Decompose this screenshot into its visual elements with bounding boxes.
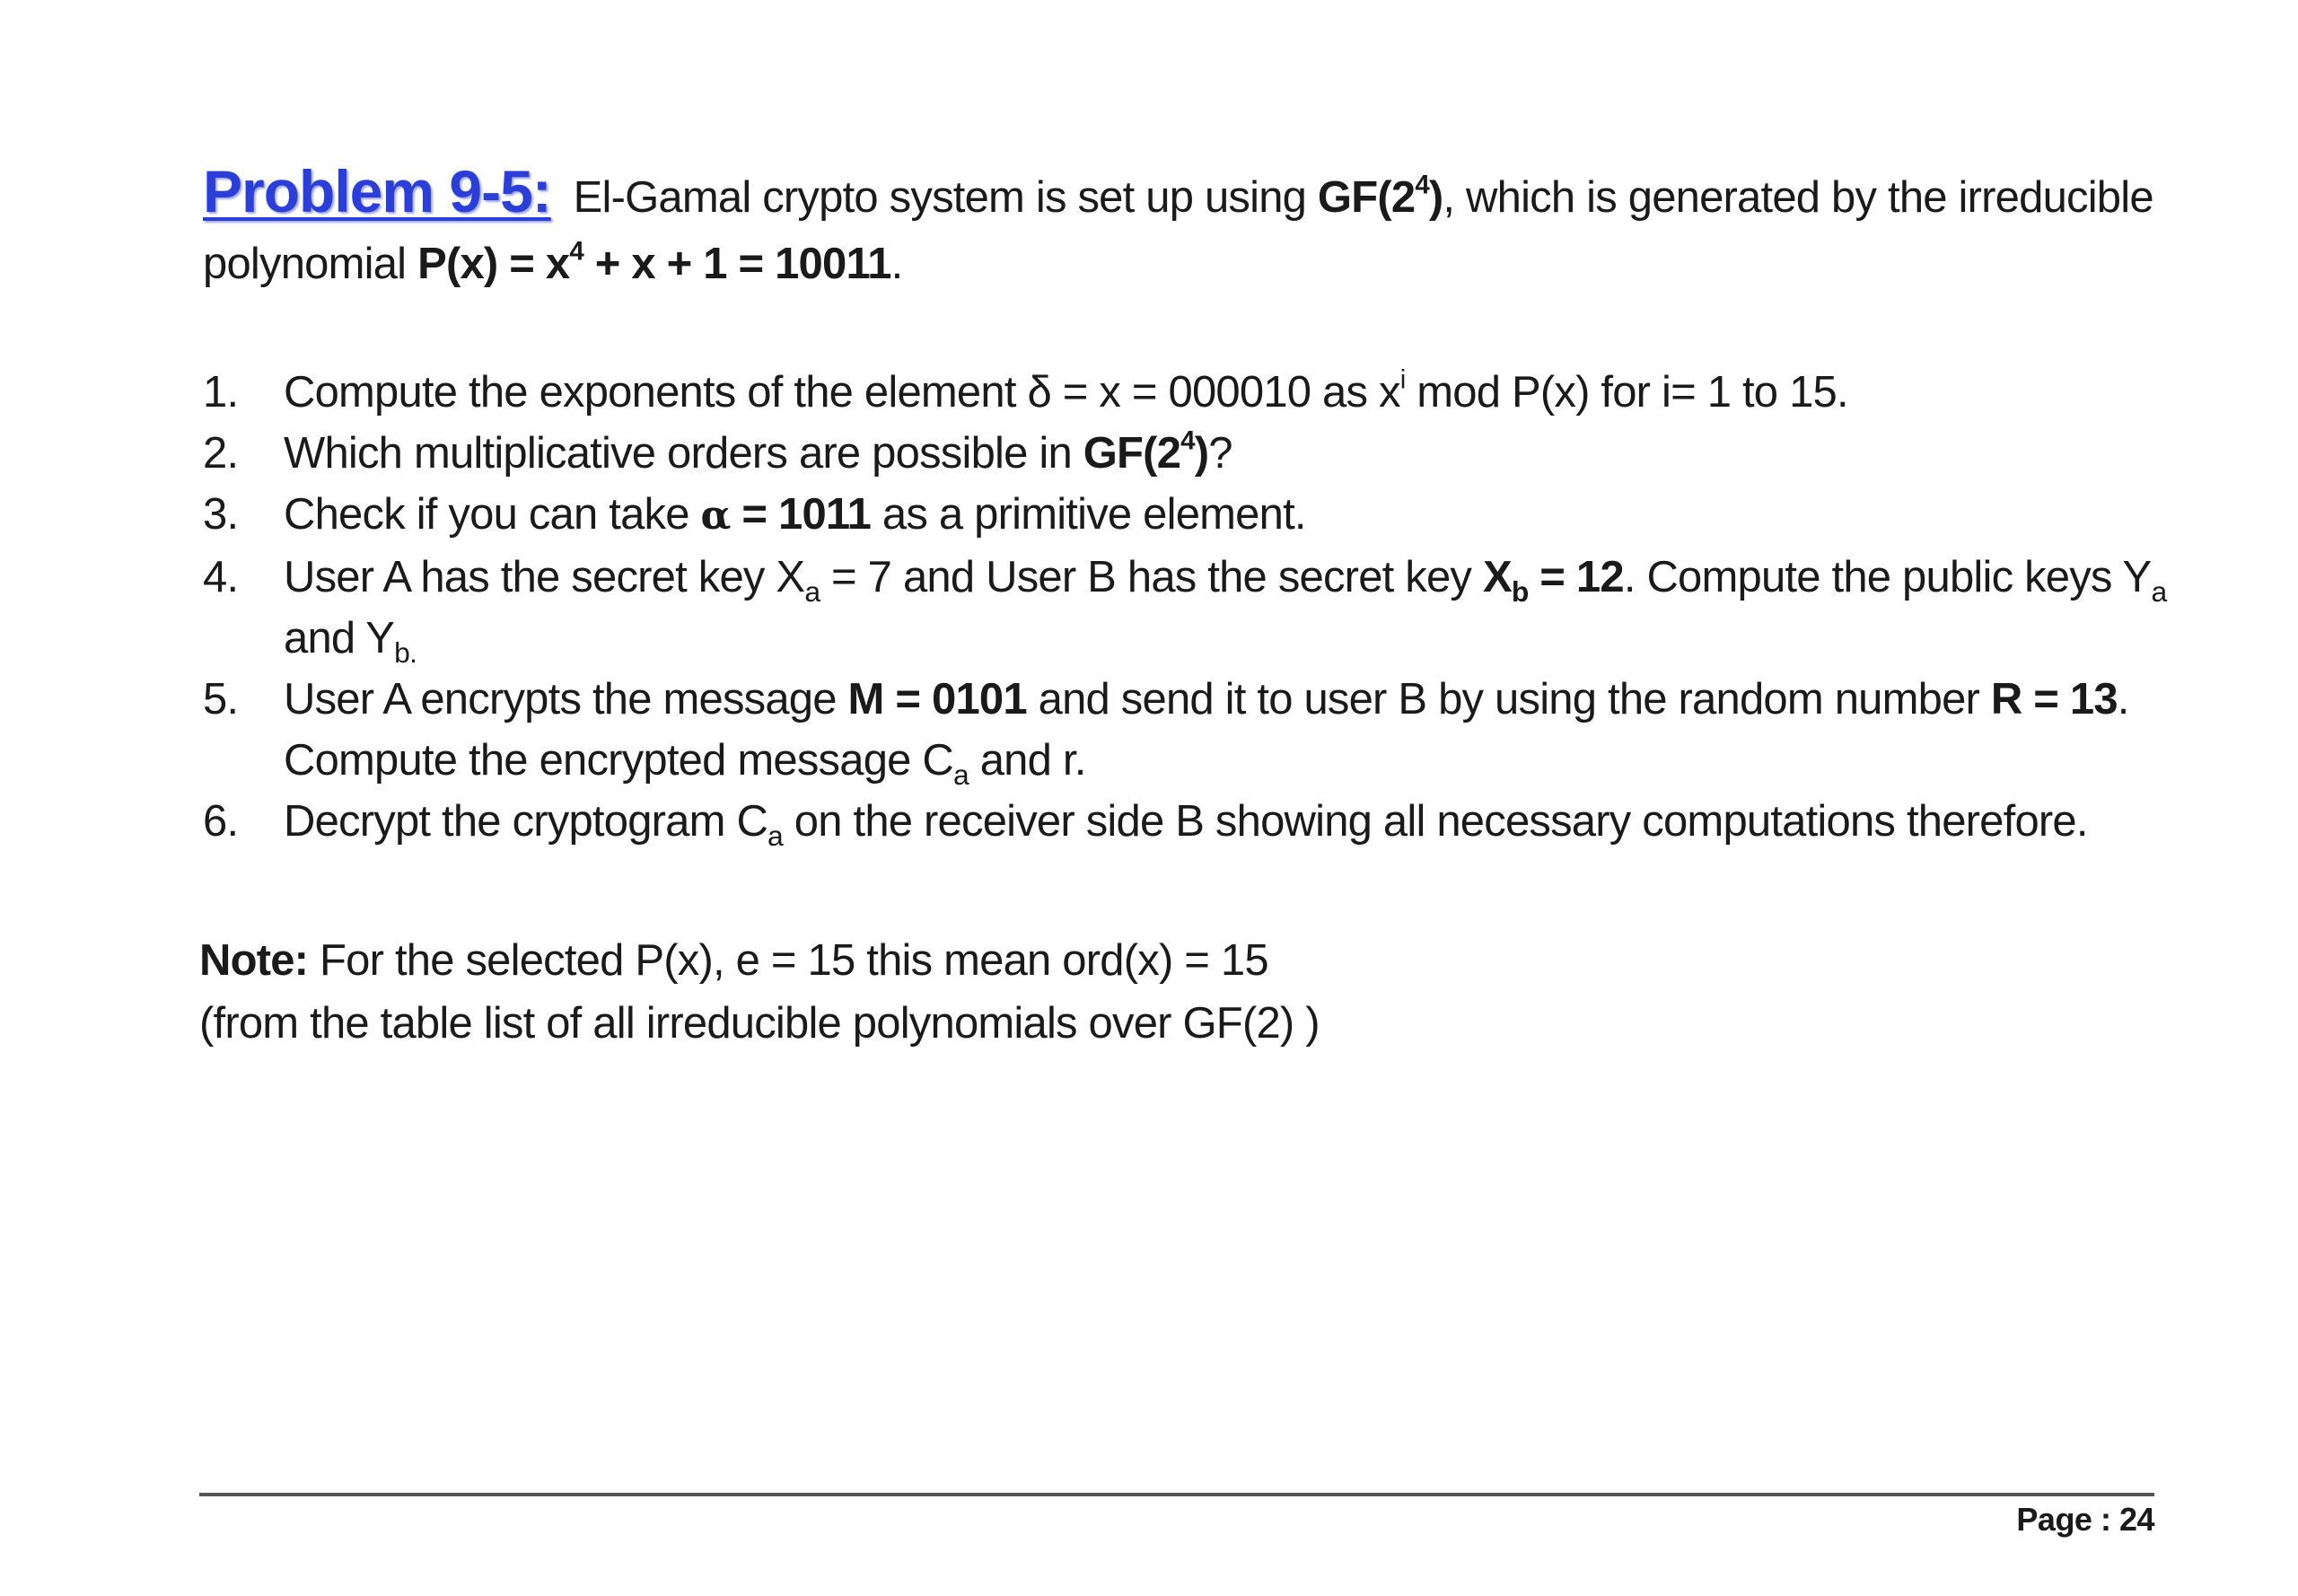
alpha-symbol: α	[700, 493, 731, 539]
intro-text-2: , which is generated by the irreducible polynomial	[203, 173, 2153, 288]
note-label: Note:	[199, 936, 309, 985]
question-item-2: 2. Which multiplicative orders are possible in $GF(2^4)$?	[203, 425, 1232, 478]
gf-label: $GF(2^4)$	[1317, 170, 1443, 222]
intro-text-1: El-Gamal crypto system is set up using	[561, 173, 1318, 222]
note-line-1: Note: For the selected P(x), e = 15 this mean ord(x) = 15	[199, 936, 1268, 985]
problem-title: Problem 9-5:	[203, 158, 551, 224]
question-item-3: 3. Check if you can take α = 1011 as a primitive element.	[203, 490, 1306, 539]
polynomial: $P(x) = x^4 + x + 1 = 10011$	[417, 236, 891, 288]
question-list	[203, 362, 2178, 852]
question-item-1: 1. Compute the exponents of the element δ = x = 000010 as $x^i$ mod P(x) for i= 1 to 15.	[203, 364, 1848, 417]
question-item-5: 5. User A encrypts the message M = 0101 and send it to user B by using the random number R = 13. Compute the encrypted message $C_a$ and r.	[203, 675, 2129, 792]
note-block	[199, 929, 2178, 1055]
problem-content	[199, 158, 2178, 1055]
page-number: Page : 24	[2016, 1501, 2154, 1538]
question-item-6: 6. Decrypt the cryptogram $C_a$ on the receiver side B showing all necessary computations therefore.	[203, 797, 2088, 853]
question-item-4: 4. User A has the secret key $X_a = 7$ and User B has the secret key $X_b = 12$. Compute the public keys $Y_a$ and $Y_{b.}$	[203, 553, 2167, 670]
note-line-2: (from the table list of all irreducible polynomials over GF(2) )	[199, 999, 1320, 1048]
footer-divider	[199, 1493, 2154, 1496]
problem-intro: Problem 9-5: El-Gamal crypto system is set up using $GF(2^4)$, which is generated by the irreducible polynomial $P(x) = x^4 + x + 1 = 10011$.	[203, 158, 2153, 288]
